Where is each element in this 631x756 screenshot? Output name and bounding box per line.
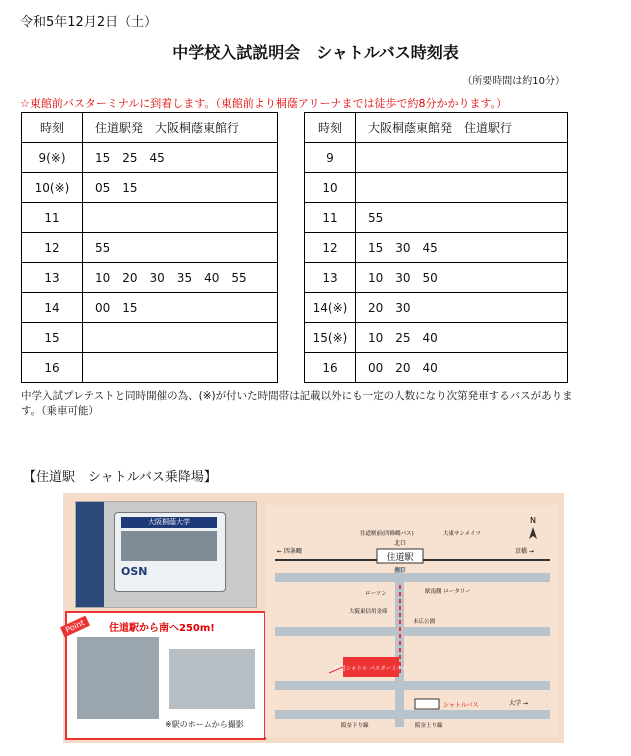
minutes-cell: 55	[356, 203, 568, 233]
section-title: 【住道駅 シャトルバス乗降場】	[23, 470, 217, 485]
road-hanna	[275, 710, 550, 719]
table-row	[22, 263, 278, 293]
minutes-cell	[356, 173, 568, 203]
table-row	[22, 143, 278, 173]
bus-logo: OSN	[121, 565, 148, 578]
road-label: 阪奈下り線	[341, 723, 369, 729]
bus-stop-photo	[169, 649, 255, 709]
shop-label: 大阪東信用金庫	[349, 609, 388, 615]
bus-photo	[75, 501, 257, 608]
timetable-outbound	[21, 112, 278, 383]
timetable-return	[304, 112, 568, 383]
hour-cell: 10	[305, 173, 356, 203]
col-route-header: 住道駅発 大阪桐蔭東館行	[83, 113, 278, 143]
hour-cell: 15(※)	[305, 323, 356, 353]
hour-cell: 9	[305, 143, 356, 173]
minutes-cell: 00 20 40	[356, 353, 568, 383]
bus-destination-sign: 大阪桐蔭大学	[121, 517, 217, 528]
minutes-cell	[356, 143, 568, 173]
road-north	[275, 573, 550, 582]
col-route-header: 大阪桐蔭東館発 住道駅行	[356, 113, 568, 143]
bus-windshield	[121, 531, 217, 561]
table-row	[305, 353, 568, 383]
hour-cell: 12	[305, 233, 356, 263]
col-time-header: 時刻	[305, 113, 356, 143]
minutes-cell: 15 30 45	[356, 233, 568, 263]
table-row	[22, 233, 278, 263]
minutes-cell: 05 15	[83, 173, 278, 203]
table-header-row	[22, 113, 278, 143]
hour-cell: 10(※)	[22, 173, 83, 203]
travel-time-note: （所要時間は約10分）	[462, 76, 565, 87]
east-direction: 京橋 →	[515, 548, 534, 555]
table-row	[305, 173, 568, 203]
road-south	[275, 681, 550, 690]
minutes-cell: 55	[83, 233, 278, 263]
photo-caption: ※駅のホームから撮影	[165, 720, 244, 729]
table-row	[22, 353, 278, 383]
footnote: 中学入試プレテストと同時開催の為、(※)が付いた時間帯は記載以外にも一定の人数になり次第発車するバスがあります。（乗車可能）	[21, 390, 573, 417]
hour-cell: 16	[305, 353, 356, 383]
minutes-cell: 10 25 40	[356, 323, 568, 353]
hour-cell: 16	[22, 353, 83, 383]
table-row	[305, 323, 568, 353]
table-row	[305, 233, 568, 263]
hour-cell: 14(※)	[305, 293, 356, 323]
bus-icon	[114, 512, 226, 592]
hour-cell: 11	[305, 203, 356, 233]
table-row	[305, 143, 568, 173]
minutes-cell: 10 20 30 35 40 55	[83, 263, 278, 293]
point-badge: Point	[60, 616, 90, 638]
shop-label: 末広公園	[413, 619, 436, 625]
shop-label: ローソン	[365, 591, 387, 597]
hour-cell: 14	[22, 293, 83, 323]
shop-label: 大東サンメイツ	[443, 531, 481, 537]
minutes-cell: 10 30 50	[356, 263, 568, 293]
road-vertical	[393, 567, 407, 727]
date-heading: 令和5年12月2日（土）	[20, 15, 158, 30]
minutes-cell: 15 25 45	[83, 143, 278, 173]
minutes-cell: 20 30	[356, 293, 568, 323]
minutes-cell: 00 15	[83, 293, 278, 323]
table-row	[305, 293, 568, 323]
table-row	[22, 173, 278, 203]
north-arrow-label: N	[530, 516, 536, 525]
hour-cell: 13	[305, 263, 356, 293]
shop-label: 住道駅前(四條畷バス)	[360, 531, 414, 537]
street-photo	[77, 637, 159, 719]
shuttle-bus-icon	[415, 699, 439, 709]
arrival-notice: ☆東館前バスターミナルに到着します。（東館前より桐蔭アリーナまでは徒歩で約8分かかります。）	[20, 97, 508, 110]
hour-cell: 13	[22, 263, 83, 293]
south-exit-label: 南口	[393, 567, 407, 574]
page-title: 中学校入試説明会 シャトルバス時刻表	[172, 43, 459, 62]
shuttle-label: シャトルバス	[443, 702, 479, 709]
table-row	[22, 203, 278, 233]
north-exit-label: 北口	[393, 540, 407, 547]
table-row	[22, 323, 278, 353]
minutes-cell	[83, 323, 278, 353]
hour-cell: 11	[22, 203, 83, 233]
shop-label: 駅南側 ロータリー	[425, 589, 471, 595]
minutes-cell	[83, 353, 278, 383]
station-label: 住道駅	[386, 553, 414, 563]
point-text: 住道駅から南へ250m!	[109, 623, 215, 634]
col-time-header: 時刻	[22, 113, 83, 143]
station-sign	[76, 502, 104, 607]
point-inset	[65, 611, 266, 740]
table-row	[22, 293, 278, 323]
bus-terminal-label: 住道シャトル バスターミナル	[334, 666, 408, 672]
university-direction: 大学 →	[509, 700, 528, 707]
table-row	[305, 263, 568, 293]
hour-cell: 12	[22, 233, 83, 263]
hour-cell: 9(※)	[22, 143, 83, 173]
road-middle	[275, 627, 550, 636]
hour-cell: 15	[22, 323, 83, 353]
west-direction: ← 四条畷	[277, 548, 302, 555]
table-row	[305, 203, 568, 233]
minutes-cell	[83, 203, 278, 233]
table-header-row	[305, 113, 568, 143]
road-label: 阪奈上り線	[415, 723, 443, 729]
access-map	[265, 505, 558, 737]
